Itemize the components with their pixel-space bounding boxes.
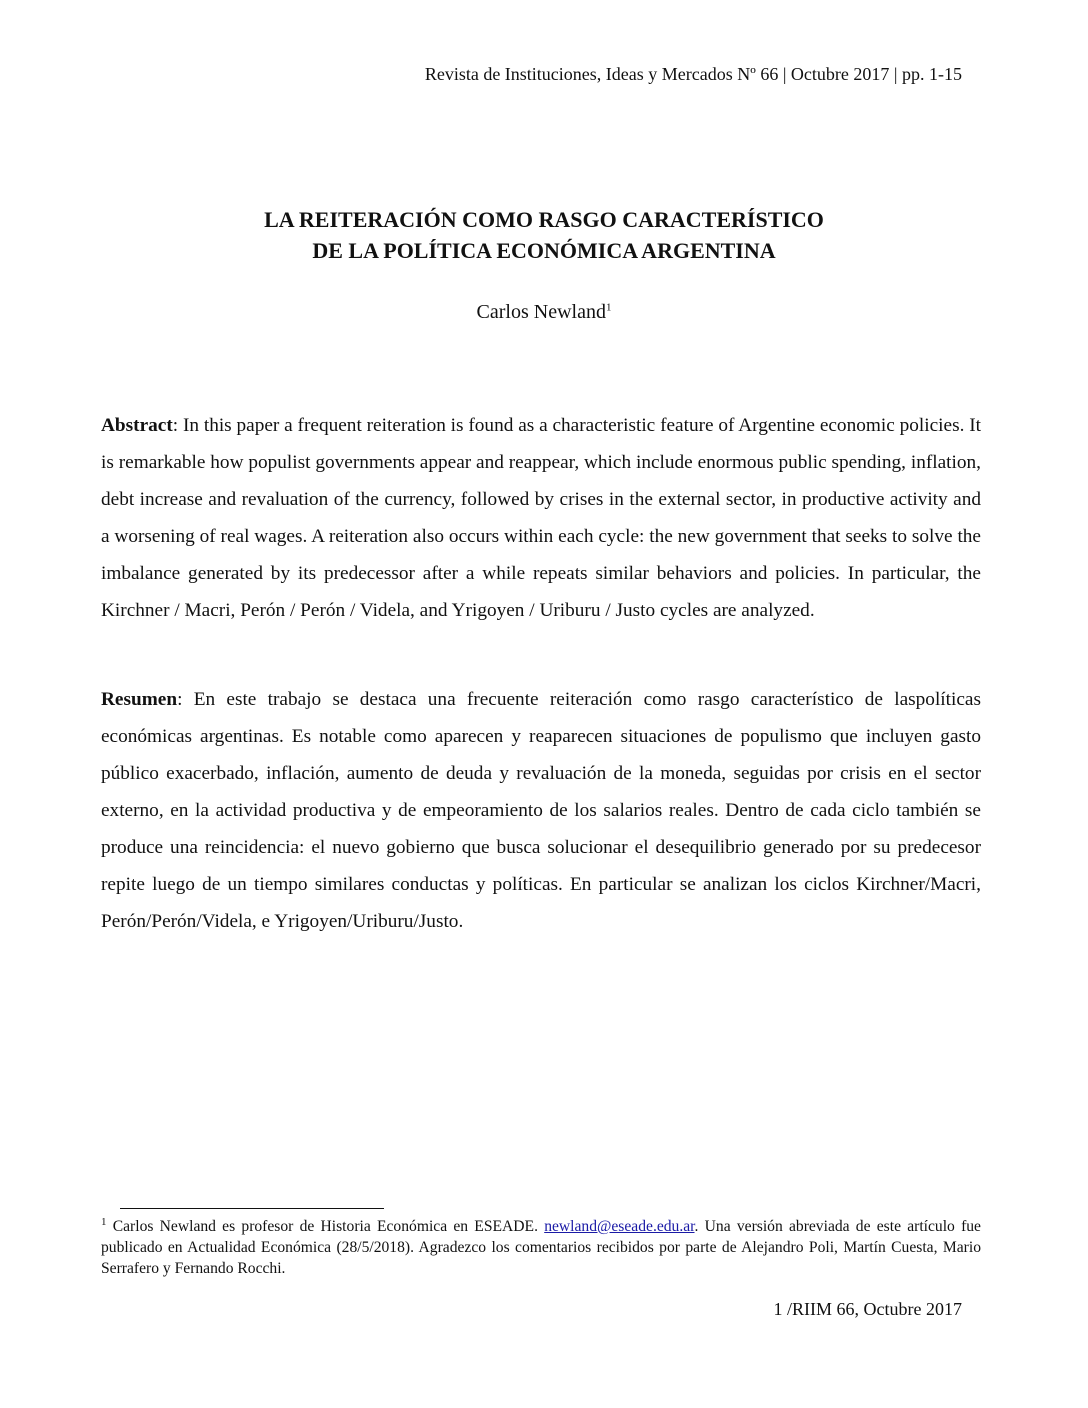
footnote-mark: 1: [101, 1215, 107, 1228]
footnote-text-before: Carlos Newland es profesor de Historia Económica en ESEADE.: [106, 1218, 545, 1235]
footnote: [101, 1216, 981, 1279]
article-title: [0, 204, 1088, 266]
resumen-paragraph: [101, 681, 981, 940]
title-line-1: LA REITERACIÓN COMO RASGO CARACTERÍSTICO: [264, 207, 824, 232]
resumen-label: Resumen: [101, 689, 178, 710]
author-line: [0, 298, 1088, 326]
resumen-text: : En este trabajo se destaca una frecuente reiteración como rasgo característico de laspolíticas económicas argentinas. Es notable como aparecen y reaparecen situaciones de populismo que incluyen gasto público exacerbado, inflación, aumento de deuda y revaluación de la moneda, seguidas por crisis en el sector externo, en la actividad productiva y de empeoramiento de los salarios reales. Dentro de cada ciclo también se produce una reincidencia: el nuevo gobierno que busca solucionar el desequilibrio generado por su predecesor repite luego de un tiempo similares conductas y políticas. En particular se analizan los ciclos Kirchner/Macri, Perón/Perón/Videla, e Yrigoyen/Uriburu/Justo.: [101, 689, 981, 932]
author-name: Carlos Newland: [476, 301, 606, 323]
page-footer: 1 /RIIM 66, Octubre 2017: [773, 1299, 962, 1319]
footnote-text-after: . Una versión abreviada de este artículo fue publicado en Actualidad Económica (28/5/2018). Agradezco los comentarios recibidos por parte de Alejandro Poli, Martín Cuesta, Mario Serrafero y Fernando Rocchi.: [101, 1218, 981, 1277]
footnote-divider: [120, 1208, 384, 1209]
abstract-text: : In this paper a frequent reiteration is found as a characteristic feature of Argentine economic policies. It is remarkable how populist governments appear and reappear, which include enormous public spending, inflation, debt increase and revaluation of the currency, followed by crises in the external sector, in productive activity and a worsening of real wages. A reiteration also occurs within each cycle: the new government that seeks to solve the imbalance generated by its predecessor after a while repeats similar behaviors and policies. In particular, the Kirchner / Macri, Perón / Perón / Videla, and Yrigoyen / Uriburu / Justo cycles are analyzed.: [101, 415, 981, 621]
author-email-link[interactable]: newland@eseade.edu.ar: [544, 1218, 695, 1235]
running-header: Revista de Instituciones, Ideas y Mercados Nº 66 | Octubre 2017 | pp. 1-15: [424, 64, 962, 84]
author-footnote-mark[interactable]: 1: [605, 301, 612, 314]
abstract-label: Abstract: [101, 415, 173, 436]
abstract-paragraph: [101, 407, 981, 629]
title-line-2: DE LA POLÍTICA ECONÓMICA ARGENTINA: [312, 238, 776, 263]
